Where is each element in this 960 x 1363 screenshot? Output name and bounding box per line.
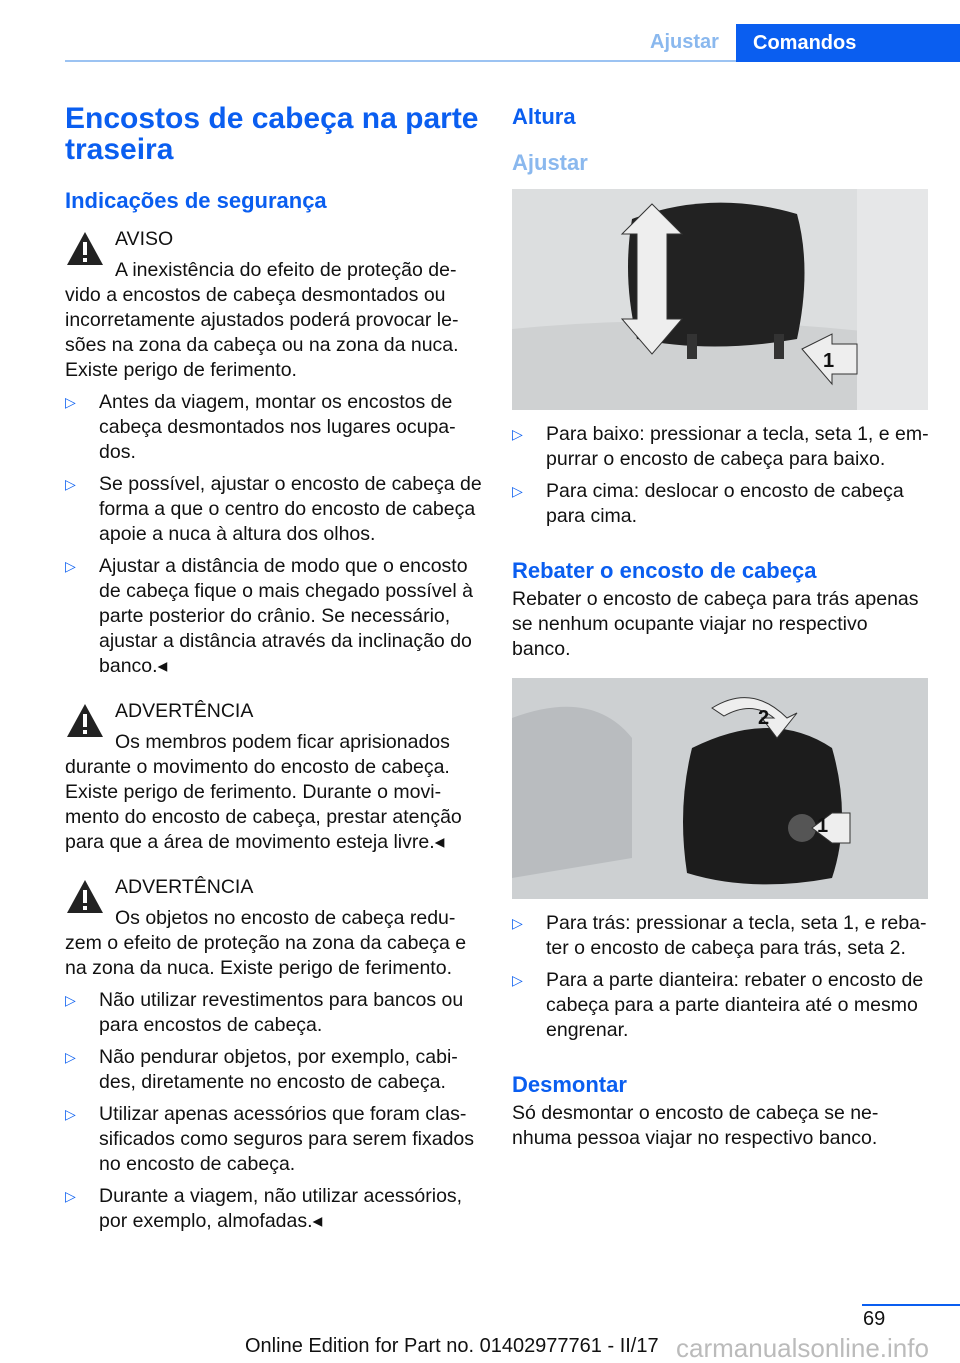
footer-rule [862, 1304, 960, 1306]
ajustar-heading: Ajustar [512, 150, 588, 175]
list-item: ▷ Utilizar apenas acessórios que foram classificados como seguros para serem fixados no encosto de cabeça. [65, 1103, 475, 1175]
page-title: Encostos de cabeça na parte traseira [65, 102, 479, 166]
desmontar-text: Só desmontar o encosto de cabeça se nenhuma pessoa viajar no respectivo banco. [512, 1102, 879, 1149]
list-item: ▷ Ajustar a distância de modo que o encosto de cabeça fique o mais chegado possível à parte posterior do crânio. Se necessário, ajustar a distância através da inclinação do banco.◂ [65, 555, 473, 677]
desmontar-heading: Desmontar [512, 1072, 627, 1097]
warning-advertencia-1 [65, 697, 483, 855]
warning-text: Os membros podem ficar aprisionados durante o movimento do encosto de cabeça. Existe perigo de ferimento. Durante o movimento do encosto de cabeça, prestar atenção para que a área de movimento esteja livre.◂ [65, 731, 462, 853]
bullet-triangle-icon: ▷ [512, 483, 523, 499]
tab-ajustar[interactable]: Ajustar [650, 31, 719, 53]
warning-aviso [65, 225, 483, 679]
bullet-triangle-icon: ▷ [65, 992, 76, 1008]
warning-text: A inexistência do efeito de proteção devido a encostos de cabeça desmontados ou incorretamente ajustados poderá provocar lesões na zona da cabeça ou na zona da nuca. Existe perigo de ferimento. [65, 259, 459, 381]
altura-heading: Altura [512, 104, 576, 129]
headrest-height-figure [512, 189, 928, 410]
headrest-fold-illustration [512, 678, 928, 899]
warning-text: Os objetos no encosto de cabeça reduzem o efeito de proteção na zona da cabeça e na zona da nuca. Existe perigo de ferimento. [65, 907, 467, 979]
right-column [512, 103, 930, 1151]
bullet-triangle-icon: ▷ [512, 972, 523, 988]
page-number: 69 [863, 1308, 886, 1330]
rebater-heading: Rebater o encosto de cabeça [512, 558, 817, 583]
bullet-triangle-icon: ▷ [65, 1188, 76, 1204]
tab-comandos[interactable]: Comandos [736, 24, 960, 62]
headrest-fold-figure [512, 678, 928, 899]
bullet-triangle-icon: ▷ [65, 394, 76, 410]
list-item: ▷ Não pendurar objetos, por exemplo, cabides, diretamente no encosto de cabeça. [65, 1046, 458, 1093]
warning-label: ADVERTÊNCIA [115, 876, 254, 898]
warning-icon [65, 229, 105, 269]
list-item: ▷ Se possível, ajustar o encosto de cabeça de forma a que o centro do encosto de cabeça apoie a nuca à altura dos olhos. [65, 473, 482, 545]
list-item: ▷ Para a parte dianteira: rebater o encosto de cabeça para a parte dianteira até o mesmo engrenar. [512, 969, 924, 1041]
list-item: ▷ Não utilizar revestimentos para bancos ou para encostos de cabeça. [65, 989, 464, 1036]
safety-heading: Indicações de segurança [65, 188, 327, 213]
bullet-triangle-icon: ▷ [65, 558, 76, 574]
warning-icon [65, 877, 105, 917]
list-item: ▷ Antes da viagem, montar os encostos de cabeça desmontados nos lugares ocupados. [65, 391, 456, 463]
watermark: carmanualsonline.info [676, 1333, 929, 1363]
callout-1: 1 [817, 815, 829, 837]
bullet-triangle-icon: ▷ [512, 915, 523, 931]
rebater-text: Rebater o encosto de cabeça para trás apenas se nenhum ocupante viajar no respectivo banco. [512, 588, 919, 660]
list-item: ▷ Para trás: pressionar a tecla, seta 1, e rebater o encosto de cabeça para trás, seta 2. [512, 912, 927, 959]
header-rule [65, 60, 737, 62]
bullet-triangle-icon: ▷ [512, 426, 523, 442]
bullet-triangle-icon: ▷ [65, 1049, 76, 1065]
list-item: ▷ Para cima: deslocar o encosto de cabeça para cima. [512, 480, 904, 527]
headrest-height-illustration [512, 189, 928, 410]
bullet-triangle-icon: ▷ [65, 476, 76, 492]
warning-icon [65, 701, 105, 741]
warning-advertencia-2 [65, 873, 483, 1234]
warning-label: ADVERTÊNCIA [115, 700, 254, 722]
edition-text: Online Edition for Part no. 01402977761 - II/17 [245, 1335, 659, 1357]
list-item: ▷ Durante a viagem, não utilizar acessórios, por exemplo, almofadas.◂ [65, 1185, 463, 1232]
warning-label: AVISO [115, 228, 174, 250]
left-column [65, 103, 483, 1241]
callout-2: 2 [758, 707, 770, 729]
list-item: ▷ Para baixo: pressionar a tecla, seta 1, e empurrar o encosto de cabeça para baixo. [512, 423, 929, 470]
callout-1: 1 [823, 350, 835, 372]
bullet-triangle-icon: ▷ [65, 1106, 76, 1122]
